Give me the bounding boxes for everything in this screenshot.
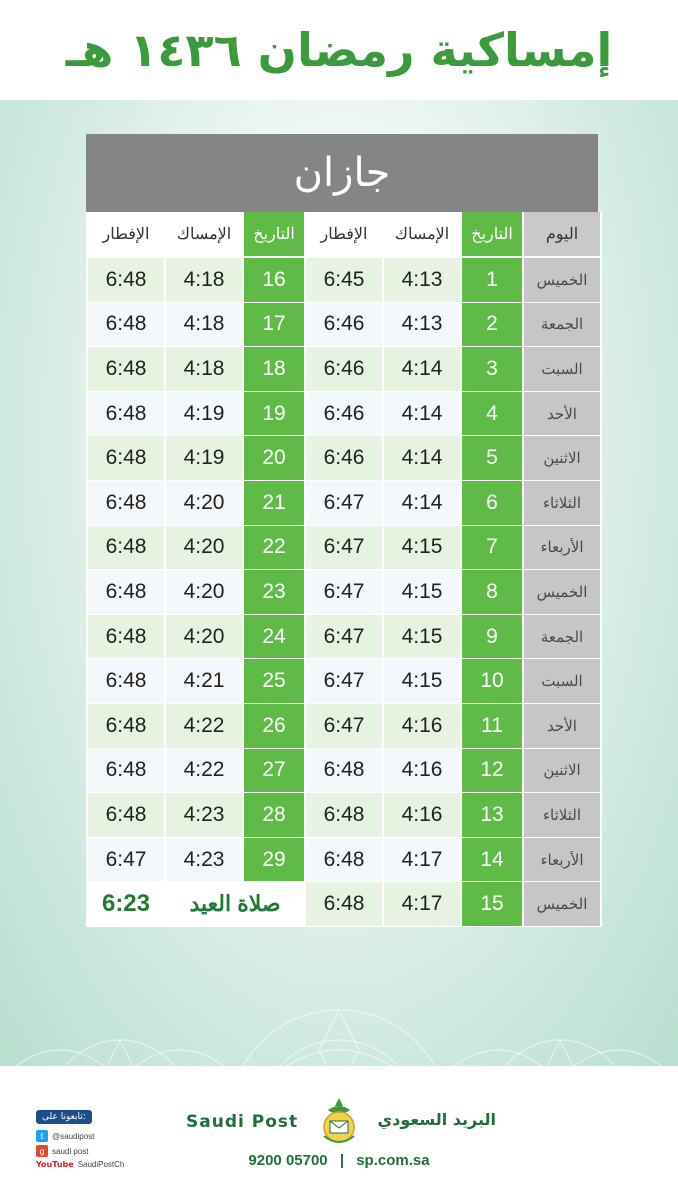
brand-name-ar: البريد السعودي bbox=[377, 1110, 496, 1129]
table-row bbox=[88, 659, 600, 704]
page-title: إمساكية رمضان ١٤٣٦ هـ bbox=[65, 23, 613, 77]
youtube-handle: SaudiPostCh bbox=[77, 1160, 125, 1169]
imsak-cell: 4:18 bbox=[166, 303, 242, 348]
table-row bbox=[88, 481, 600, 526]
imsak-cell: 4:20 bbox=[166, 481, 242, 526]
day-cell: الأربعاء bbox=[524, 838, 600, 883]
table-row bbox=[88, 436, 600, 481]
eid-prayer-time: 6:23 bbox=[88, 882, 164, 927]
phone-number: 9200 05700 bbox=[248, 1152, 328, 1169]
imsak-cell: 4:16 bbox=[384, 704, 460, 749]
iftar-cell: 6:48 bbox=[306, 882, 382, 927]
iftar-cell: 6:46 bbox=[306, 392, 382, 437]
day-cell: الجمعة bbox=[524, 303, 600, 348]
header-day: اليوم bbox=[524, 212, 600, 258]
day-cell: الاثنين bbox=[524, 749, 600, 794]
imsak-cell: 4:14 bbox=[384, 481, 460, 526]
iftar-cell: 6:46 bbox=[306, 436, 382, 481]
background-panel bbox=[0, 100, 678, 1066]
eid-prayer-label: صلاة العيد bbox=[166, 882, 304, 927]
iftar-cell: 6:46 bbox=[306, 303, 382, 348]
google-plus-icon: g bbox=[36, 1145, 48, 1157]
date-cell: 15 bbox=[462, 882, 522, 927]
date-cell: 10 bbox=[462, 659, 522, 704]
day-cell: الجمعة bbox=[524, 615, 600, 660]
brand-name-en: Saudi Post bbox=[186, 1112, 299, 1132]
table-body bbox=[88, 258, 600, 927]
youtube-icon: YouTube bbox=[36, 1160, 74, 1169]
imsak-cell: 4:22 bbox=[166, 749, 242, 794]
date-cell: 12 bbox=[462, 749, 522, 794]
iftar-cell: 6:48 bbox=[306, 749, 382, 794]
date-cell: 21 bbox=[244, 481, 304, 526]
iftar-cell: 6:48 bbox=[88, 436, 164, 481]
iftar-cell: 6:48 bbox=[88, 392, 164, 437]
imsak-cell: 4:14 bbox=[384, 347, 460, 392]
iftar-cell: 6:47 bbox=[306, 615, 382, 660]
follow-us-label: تابعونا على: bbox=[36, 1110, 92, 1124]
header-imsak: الإمساك bbox=[384, 212, 460, 258]
iftar-cell: 6:48 bbox=[88, 570, 164, 615]
date-cell: 27 bbox=[244, 749, 304, 794]
day-cell: الأحد bbox=[524, 704, 600, 749]
iftar-cell: 6:47 bbox=[306, 526, 382, 571]
day-cell: الثلاثاء bbox=[524, 481, 600, 526]
imsak-cell: 4:17 bbox=[384, 838, 460, 883]
date-cell: 24 bbox=[244, 615, 304, 660]
table-row bbox=[88, 347, 600, 392]
table-row bbox=[88, 526, 600, 571]
timetable bbox=[86, 134, 598, 927]
date-cell: 23 bbox=[244, 570, 304, 615]
contact-separator: | bbox=[339, 1152, 345, 1169]
iftar-cell: 6:47 bbox=[306, 481, 382, 526]
iftar-cell: 6:46 bbox=[306, 347, 382, 392]
header-iftar: الإفطار bbox=[88, 212, 164, 258]
date-cell: 4 bbox=[462, 392, 522, 437]
iftar-cell: 6:48 bbox=[88, 347, 164, 392]
date-cell: 17 bbox=[244, 303, 304, 348]
imsak-cell: 4:23 bbox=[166, 793, 242, 838]
imsak-cell: 4:15 bbox=[384, 526, 460, 571]
imsak-cell: 4:14 bbox=[384, 436, 460, 481]
contact-line bbox=[0, 1152, 678, 1169]
iftar-cell: 6:47 bbox=[306, 704, 382, 749]
iftar-cell: 6:48 bbox=[88, 526, 164, 571]
imsak-cell: 4:20 bbox=[166, 615, 242, 660]
iftar-cell: 6:48 bbox=[88, 749, 164, 794]
imsak-cell: 4:19 bbox=[166, 436, 242, 481]
iftar-cell: 6:47 bbox=[306, 659, 382, 704]
iftar-cell: 6:48 bbox=[88, 481, 164, 526]
table-row bbox=[88, 838, 600, 883]
header-date: التاريخ bbox=[244, 212, 304, 258]
date-cell: 18 bbox=[244, 347, 304, 392]
imsak-cell: 4:20 bbox=[166, 570, 242, 615]
iftar-cell: 6:48 bbox=[88, 659, 164, 704]
imsak-cell: 4:15 bbox=[384, 570, 460, 615]
date-cell: 3 bbox=[462, 347, 522, 392]
date-cell: 13 bbox=[462, 793, 522, 838]
ramadan-table bbox=[86, 212, 602, 927]
twitter-handle: @saudipost bbox=[52, 1131, 95, 1141]
date-cell: 28 bbox=[244, 793, 304, 838]
saudi-post-brand bbox=[186, 1096, 496, 1156]
city-header: جازان bbox=[86, 134, 598, 212]
imsak-cell: 4:18 bbox=[166, 258, 242, 303]
table-row bbox=[88, 303, 600, 348]
date-cell: 7 bbox=[462, 526, 522, 571]
imsak-cell: 4:20 bbox=[166, 526, 242, 571]
table-row-last bbox=[88, 882, 600, 927]
table-row bbox=[88, 570, 600, 615]
day-cell: السبت bbox=[524, 347, 600, 392]
iftar-cell: 6:48 bbox=[306, 793, 382, 838]
arabesque-ornament bbox=[0, 920, 678, 1066]
date-cell: 16 bbox=[244, 258, 304, 303]
iftar-cell: 6:47 bbox=[88, 838, 164, 883]
date-cell: 29 bbox=[244, 838, 304, 883]
date-cell: 6 bbox=[462, 481, 522, 526]
date-cell: 26 bbox=[244, 704, 304, 749]
iftar-cell: 6:48 bbox=[88, 704, 164, 749]
imsak-cell: 4:18 bbox=[166, 347, 242, 392]
iftar-cell: 6:48 bbox=[306, 838, 382, 883]
imsak-cell: 4:14 bbox=[384, 392, 460, 437]
header-iftar: الإفطار bbox=[306, 212, 382, 258]
imsak-cell: 4:16 bbox=[384, 793, 460, 838]
header-imsak: الإمساك bbox=[166, 212, 242, 258]
table-row bbox=[88, 258, 600, 303]
table-row bbox=[88, 793, 600, 838]
day-cell: الأربعاء bbox=[524, 526, 600, 571]
gplus-handle: saudi post bbox=[52, 1146, 89, 1156]
header-date: التاريخ bbox=[462, 212, 522, 258]
date-cell: 8 bbox=[462, 570, 522, 615]
iftar-cell: 6:48 bbox=[88, 615, 164, 660]
date-cell: 19 bbox=[244, 392, 304, 437]
date-cell: 1 bbox=[462, 258, 522, 303]
twitter-icon: t bbox=[36, 1130, 48, 1142]
iftar-cell: 6:48 bbox=[88, 793, 164, 838]
imsak-cell: 4:13 bbox=[384, 258, 460, 303]
day-cell: الخميس bbox=[524, 570, 600, 615]
imsak-cell: 4:21 bbox=[166, 659, 242, 704]
date-cell: 14 bbox=[462, 838, 522, 883]
table-header-row bbox=[88, 212, 600, 258]
day-cell: الخميس bbox=[524, 258, 600, 303]
date-cell: 25 bbox=[244, 659, 304, 704]
imsak-cell: 4:22 bbox=[166, 704, 242, 749]
imsak-cell: 4:15 bbox=[384, 615, 460, 660]
imsak-cell: 4:23 bbox=[166, 838, 242, 883]
iftar-cell: 6:48 bbox=[88, 258, 164, 303]
imsak-cell: 4:17 bbox=[384, 882, 460, 927]
date-cell: 11 bbox=[462, 704, 522, 749]
date-cell: 2 bbox=[462, 303, 522, 348]
website-link[interactable]: sp.com.sa bbox=[356, 1152, 430, 1169]
imsak-cell: 4:13 bbox=[384, 303, 460, 348]
twitter-link[interactable] bbox=[36, 1130, 146, 1142]
day-cell: الخميس bbox=[524, 882, 600, 927]
title-band bbox=[0, 0, 678, 100]
saudi-post-emblem-icon bbox=[316, 1096, 362, 1148]
date-cell: 22 bbox=[244, 526, 304, 571]
date-cell: 5 bbox=[462, 436, 522, 481]
table-row bbox=[88, 749, 600, 794]
date-cell: 20 bbox=[244, 436, 304, 481]
day-cell: الثلاثاء bbox=[524, 793, 600, 838]
iftar-cell: 6:47 bbox=[306, 570, 382, 615]
table-row bbox=[88, 615, 600, 660]
iftar-cell: 6:45 bbox=[306, 258, 382, 303]
imsak-cell: 4:15 bbox=[384, 659, 460, 704]
day-cell: الاثنين bbox=[524, 436, 600, 481]
footer bbox=[0, 1066, 678, 1200]
day-cell: الأحد bbox=[524, 392, 600, 437]
table-row bbox=[88, 392, 600, 437]
iftar-cell: 6:48 bbox=[88, 303, 164, 348]
imsak-cell: 4:16 bbox=[384, 749, 460, 794]
day-cell: السبت bbox=[524, 659, 600, 704]
date-cell: 9 bbox=[462, 615, 522, 660]
table-row bbox=[88, 704, 600, 749]
imsak-cell: 4:19 bbox=[166, 392, 242, 437]
